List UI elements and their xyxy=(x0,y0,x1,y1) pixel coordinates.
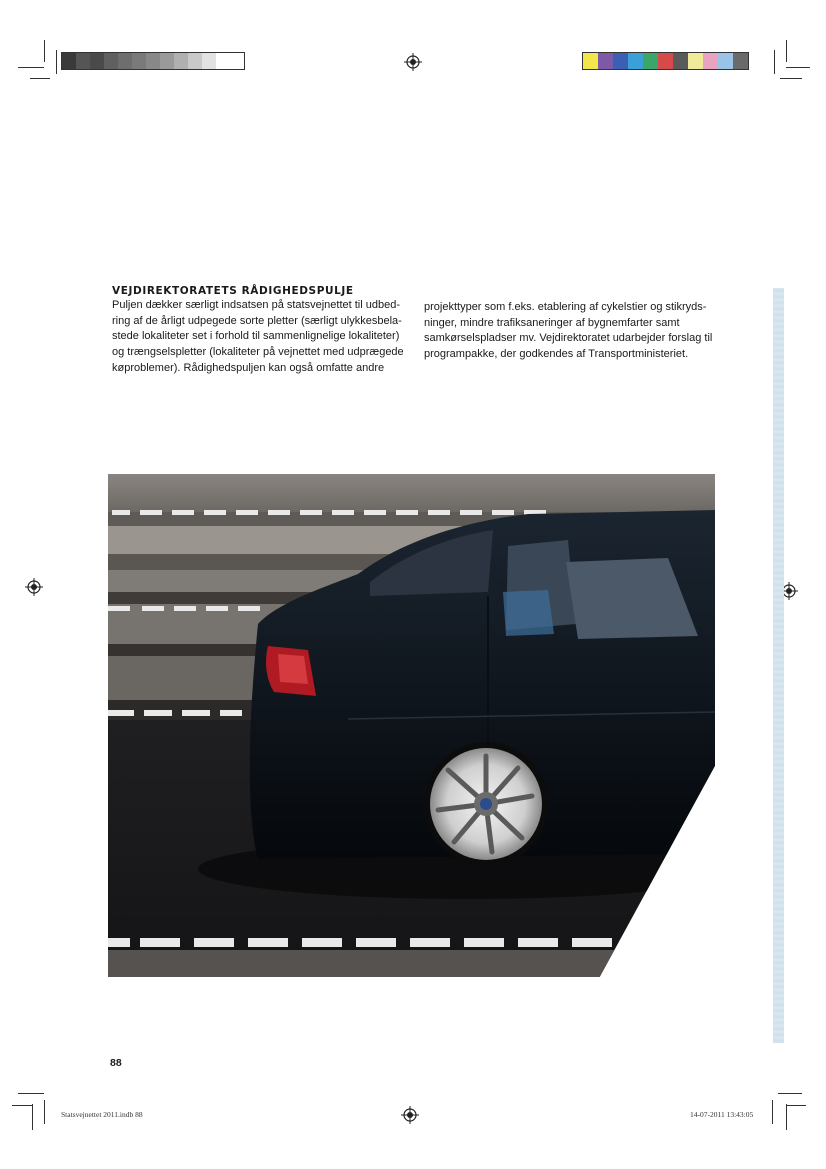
crop-mark xyxy=(778,1093,802,1094)
crop-mark xyxy=(786,1104,787,1130)
page-number: 88 xyxy=(110,1057,122,1069)
crop-mark xyxy=(780,78,802,79)
slug-timestamp: 14-07-2011 13:43:05 xyxy=(690,1110,754,1119)
color-swatch xyxy=(733,53,748,69)
crop-mark xyxy=(44,40,45,62)
registration-mark-icon xyxy=(401,1106,419,1124)
body-text-right-column: projekttyper som f.eks. etablering af cykelstier og stikryds- ninger, mindre trafiksaneringer af bygnemfarter samt samkørselspladser mv. Vejdirektoratet udarbejder forslag til programpakke, der godkendes af Transportministeriet. xyxy=(424,301,713,361)
color-swatch xyxy=(688,53,703,69)
color-swatch xyxy=(613,53,628,69)
color-calibration-strip xyxy=(582,52,749,70)
section-heading: VEJDIREKTORATETS RÅDIGHEDSPULJE xyxy=(112,285,354,297)
gray-swatch xyxy=(118,53,132,69)
crop-mark xyxy=(56,50,57,74)
color-swatch xyxy=(718,53,733,69)
gray-swatch xyxy=(188,53,202,69)
color-swatch xyxy=(583,53,598,69)
car-road-photo xyxy=(108,474,715,977)
body-text-left-column: Puljen dækker særligt indsatsen på statsvejnettet til udbed- ring af de årligt udpegede sorte pletter (særligt ulykkesbela- stede lokaliteter set i forhold til sammenlignelige lokaliteter) og trængselspletter (lokaliteter på vejnettet med udprægede køproblemer). Rådighedspuljen kan også omfatte andre xyxy=(112,299,404,374)
crop-mark xyxy=(772,1100,773,1124)
gray-swatch xyxy=(132,53,146,69)
crop-mark xyxy=(30,78,50,79)
gray-swatch xyxy=(90,53,104,69)
crop-mark xyxy=(18,1093,44,1094)
color-swatch xyxy=(658,53,673,69)
crop-mark xyxy=(18,67,44,68)
gray-swatch xyxy=(174,53,188,69)
slug-filename: Statsvejnettet 2011.indb 88 xyxy=(61,1110,143,1119)
margin-color-bar xyxy=(773,288,784,1043)
color-swatch xyxy=(643,53,658,69)
gray-swatch xyxy=(202,53,216,69)
gray-swatch xyxy=(230,53,244,69)
registration-mark-icon xyxy=(25,578,43,596)
color-swatch xyxy=(703,53,718,69)
crop-mark xyxy=(786,40,787,62)
crop-mark xyxy=(12,1105,32,1106)
crop-mark xyxy=(44,1100,45,1124)
color-swatch xyxy=(673,53,688,69)
grayscale-calibration-strip xyxy=(61,52,245,70)
gray-swatch xyxy=(76,53,90,69)
color-swatch xyxy=(628,53,643,69)
gray-swatch xyxy=(216,53,230,69)
crop-mark xyxy=(786,67,810,68)
crop-mark xyxy=(32,1104,33,1130)
crop-mark xyxy=(774,50,775,74)
color-swatch xyxy=(598,53,613,69)
crop-mark xyxy=(786,1105,806,1106)
gray-swatch xyxy=(104,53,118,69)
gray-swatch xyxy=(62,53,76,69)
registration-mark-icon xyxy=(404,53,422,71)
gray-swatch xyxy=(160,53,174,69)
gray-swatch xyxy=(146,53,160,69)
